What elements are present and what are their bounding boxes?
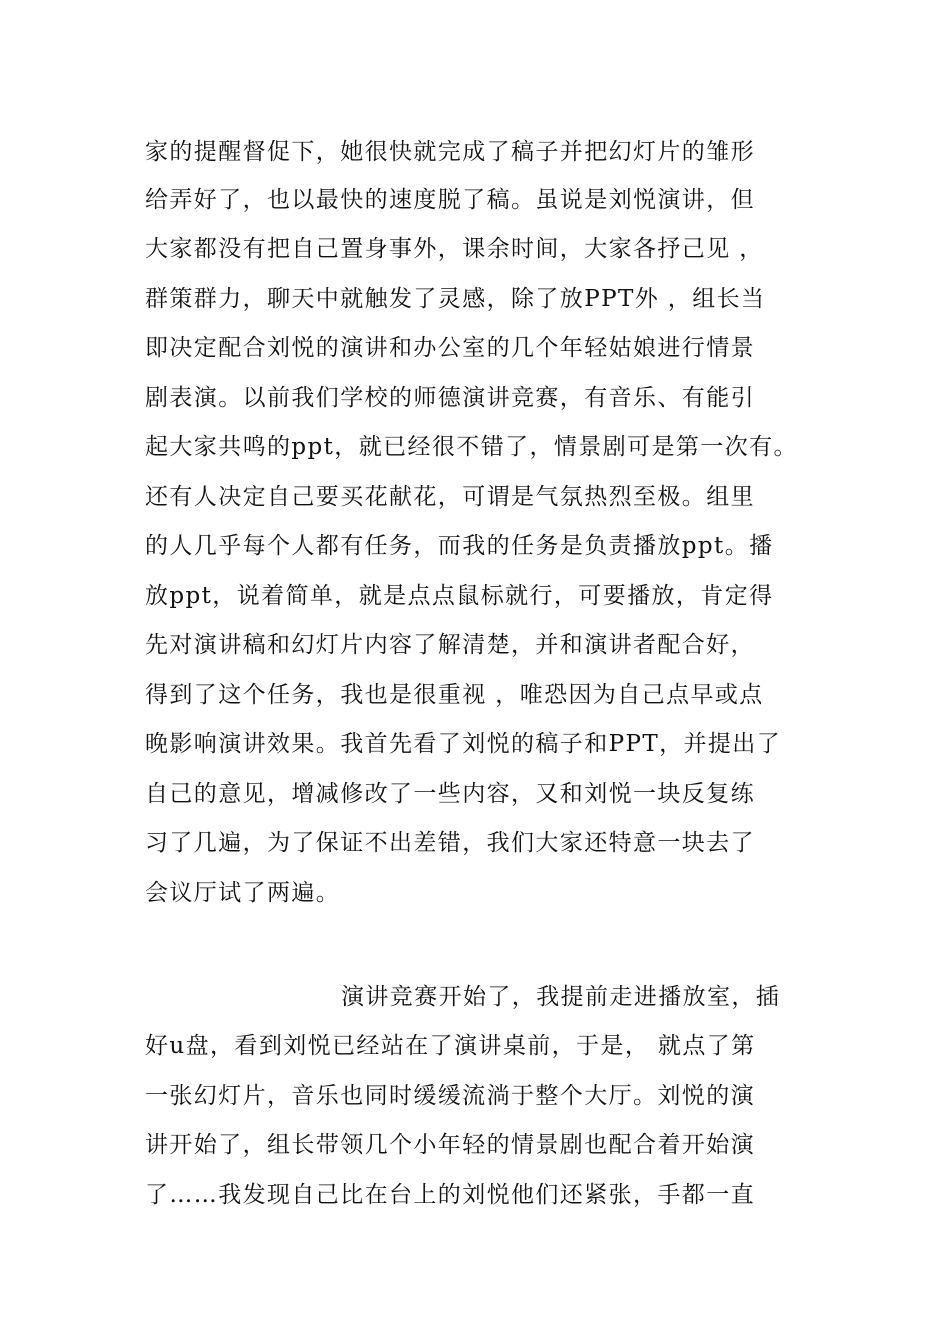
text-line: 自己的意见，增减修改了一些内容，又和刘悦一块反复练 bbox=[145, 781, 755, 807]
text-line: 一张幻灯片，音乐也同时缓缓流淌于整个大厅。刘悦的演 bbox=[145, 1083, 755, 1109]
text-line: 先对演讲稿和幻灯片内容了解清楚，并和演讲者配合好， bbox=[145, 632, 755, 658]
text-line: 晚影响演讲效果。我首先看了刘悦的稿子和PPT，并提出了 bbox=[145, 731, 782, 757]
text-line: 还有人决定自己要买花献花，可谓是气氛热烈至极。组里 bbox=[145, 484, 755, 510]
text-line: 会议厅试了两遍。 bbox=[145, 880, 341, 906]
text-line: 家的提醒督促下，她很快就完成了稿子并把幻灯片的雏形 bbox=[145, 139, 755, 165]
text-line: 剧表演。以前我们学校的师德演讲竞赛，有音乐、有能引 bbox=[145, 385, 755, 411]
text-line: 好u盘，看到刘悦已经站在了演讲桌前，于是， 就点了第 bbox=[145, 1033, 756, 1059]
text-line: 习了几遍，为了保证不出差错，我们大家还特意一块去了 bbox=[145, 830, 755, 856]
text-line: 了……我发现自己比在台上的刘悦他们还紧张，手都一直 bbox=[145, 1182, 755, 1208]
text-line: 给弄好了，也以最快的速度脱了稿。虽说是刘悦演讲，但 bbox=[145, 187, 755, 213]
text-line-indented: 演讲竞赛开始了，我提前走进播放室，插 bbox=[341, 984, 781, 1010]
text-line: 起大家共鸣的ppt，就已经很不错了，情景剧可是第一次有。 bbox=[145, 434, 798, 460]
text-line: 放ppt，说着简单，就是点点鼠标就行，可要播放，肯定得 bbox=[145, 583, 774, 609]
text-line: 得到了这个任务，我也是很重视 ，唯恐因为自己点早或点 bbox=[145, 682, 764, 708]
text-line: 的人几乎每个人都有任务，而我的任务是负责播放ppt。播 bbox=[145, 533, 774, 559]
text-line: 群策群力，聊天中就触发了灵感，除了放PPT外 ，组长当 bbox=[145, 286, 766, 312]
text-line: 讲开始了，组长带领几个小年轻的情景剧也配合着开始演 bbox=[145, 1132, 755, 1158]
text-line: 大家都没有把自己置身事外，课余时间，大家各抒己见 ， bbox=[145, 236, 764, 262]
text-line: 即决定配合刘悦的演讲和办公室的几个年轻姑娘进行情景 bbox=[145, 335, 755, 361]
